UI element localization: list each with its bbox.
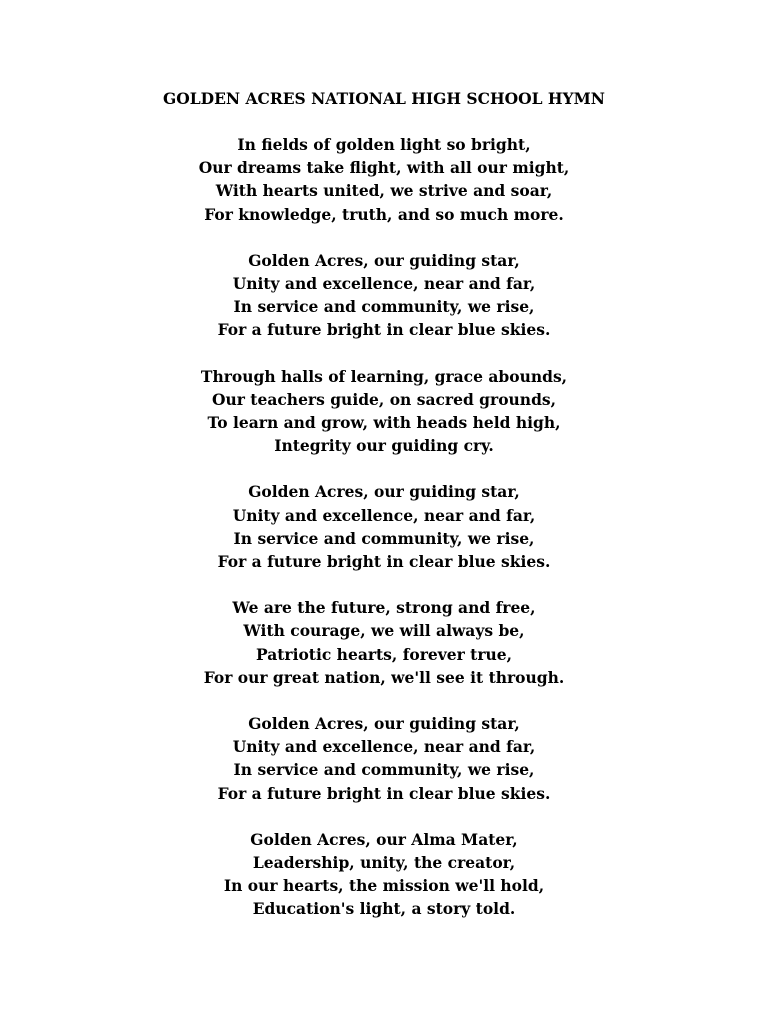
stanza-line: With courage, we will always be, xyxy=(243,621,525,641)
stanza-line: Unity and excellence, near and far, xyxy=(232,737,536,757)
stanza-line: With hearts united, we strive and soar, xyxy=(215,181,553,201)
stanza-line: In fields of golden light so bright, xyxy=(237,135,531,154)
stanza-2 xyxy=(0,249,768,342)
stanza-line: Golden Acres, our guiding star, xyxy=(248,482,520,502)
stanza-line: To learn and grow, with heads held high, xyxy=(207,413,561,433)
stanza-line: For a future bright in clear blue skies. xyxy=(217,552,551,572)
stanza-line: Golden Acres, our Alma Mater, xyxy=(250,829,518,849)
stanza-line: For a future bright in clear blue skies. xyxy=(217,783,551,803)
stanza-line: Patriotic hearts, forever true, xyxy=(255,644,513,664)
stanza-line: Leadership, unity, the creator, xyxy=(252,853,516,873)
stanza-line: Unity and excellence, near and far, xyxy=(232,274,536,294)
stanza-4 xyxy=(0,480,768,573)
stanza-6 xyxy=(0,712,768,805)
hymn-title: GOLDEN ACRES NATIONAL HIGH SCHOOL HYMN xyxy=(163,89,605,108)
stanza-1 xyxy=(0,133,768,226)
stanza-line: Through halls of learning, grace abounds, xyxy=(200,366,568,386)
stanza-5 xyxy=(0,596,768,689)
stanza-line: In service and community, we rise, xyxy=(233,760,535,780)
stanza-line: For a future bright in clear blue skies. xyxy=(217,320,551,340)
stanza-line: Integrity our guiding cry. xyxy=(274,436,494,456)
stanza-line: Golden Acres, our guiding star, xyxy=(248,250,520,270)
stanza-7 xyxy=(0,828,768,921)
stanza-line: In our hearts, the mission we'll hold, xyxy=(223,876,545,896)
stanza-line: Our teachers guide, on sacred grounds, xyxy=(211,389,557,409)
stanza-3 xyxy=(0,365,768,458)
stanza-line: For knowledge, truth, and so much more. xyxy=(204,204,564,224)
stanza-line: Our dreams take flight, with all our might, xyxy=(198,158,570,178)
stanza-line: Education's light, a story told. xyxy=(252,899,516,919)
stanza-line: We are the future, strong and free, xyxy=(232,598,536,618)
stanza-line: Unity and excellence, near and far, xyxy=(232,505,536,525)
stanza-line: For our great nation, we'll see it through. xyxy=(203,667,565,687)
stanza-line: In service and community, we rise, xyxy=(233,297,535,317)
stanza-line: Golden Acres, our guiding star, xyxy=(248,714,520,734)
stanza-line: In service and community, we rise, xyxy=(233,528,535,548)
